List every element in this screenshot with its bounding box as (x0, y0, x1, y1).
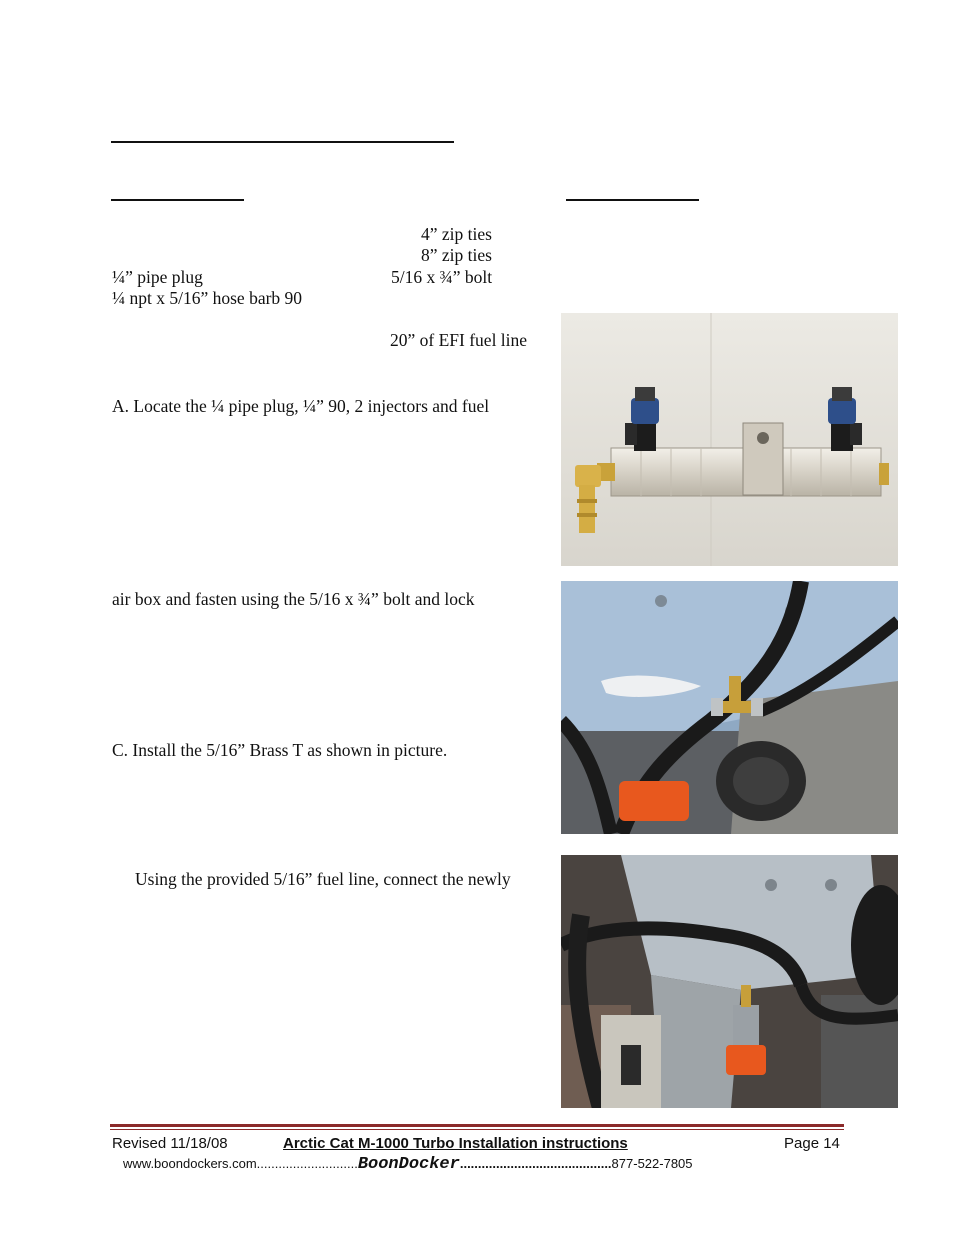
footer-brand: BoonDocker (357, 1155, 460, 1174)
footer-title: Arctic Cat M-1000 Turbo Installation instructions (283, 1135, 628, 1152)
footer-website: www.boondockers.com (123, 1156, 257, 1171)
part-zip-ties-8: 8” zip ties (421, 245, 492, 265)
part-zip-ties-4: 4” zip ties (421, 224, 492, 244)
footer-page-number: Page 14 (784, 1135, 840, 1152)
part-hose-barb: ¼ npt x 5/16” hose barb 90 (112, 288, 303, 308)
footer-dots-2: .......................................... (459, 1156, 612, 1171)
step-c-text: C. Install the 5/16” Brass T as shown in picture. (112, 740, 448, 760)
footer-dots-1: ............................ (256, 1156, 358, 1171)
right-column-heading-underline (566, 199, 699, 201)
footer-phone: 877-522-7805 (611, 1156, 693, 1171)
fuel-rail-photo (561, 313, 898, 566)
heading-underline (111, 141, 454, 143)
fuel-line-connection-photo (561, 855, 898, 1108)
footer-revised: Revised 11/18/08 (112, 1135, 228, 1152)
part-bolt: 5/16 x ¾” bolt (391, 267, 493, 287)
part-fuel-line: 20” of EFI fuel line (390, 330, 528, 350)
part-pipe-plug: ¼” pipe plug (112, 267, 203, 287)
step-d-text: Using the provided 5/16” fuel line, connect the newly (135, 869, 511, 889)
footer-rule (110, 1124, 844, 1127)
brass-t-install-photo (561, 581, 898, 834)
footer-contact-line (123, 1155, 693, 1174)
footer-rule-thin (110, 1129, 844, 1130)
step-b-text: air box and fasten using the 5/16 x ¾” bolt and lock (112, 589, 475, 609)
left-column-heading-underline (111, 199, 244, 201)
step-a-text: A. Locate the ¼ pipe plug, ¼” 90, 2 injectors and fuel (112, 396, 490, 416)
